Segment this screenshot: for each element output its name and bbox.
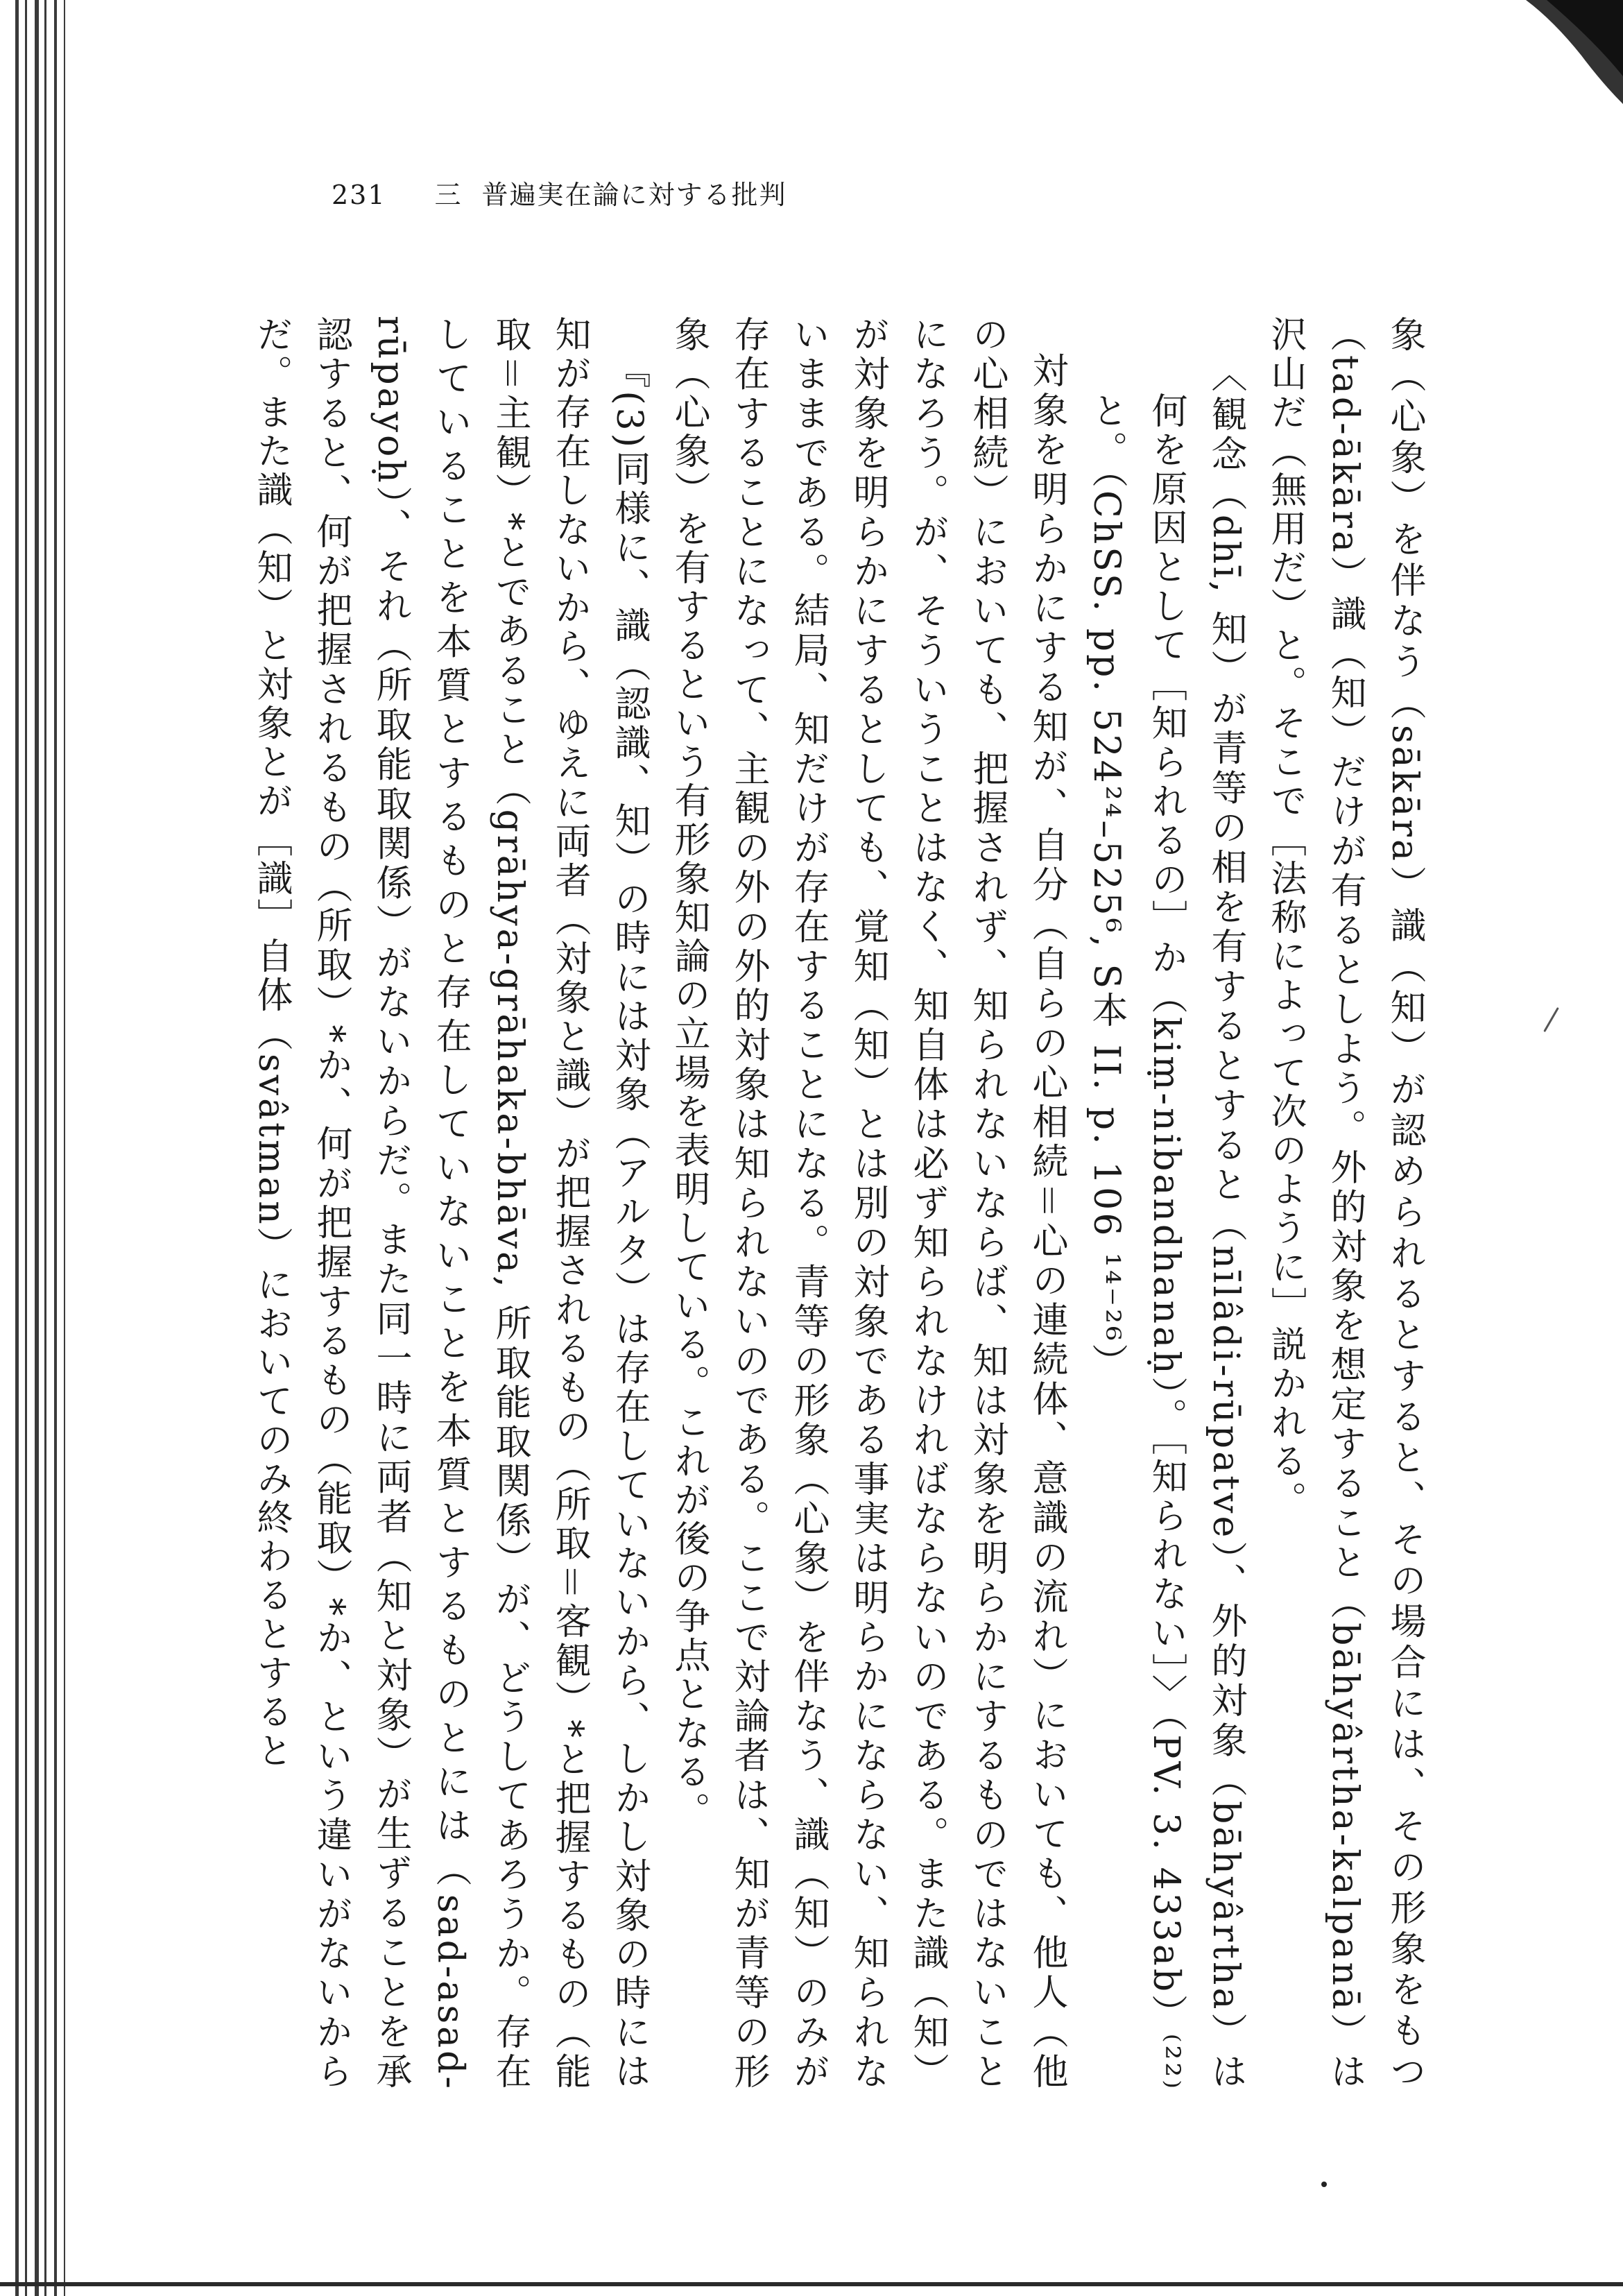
- paragraph-quotation: 『(3)同様に、識（認識、知）の時には対象（アルタ）は存在していないから、しかし対象の時には知が存在しないから、ゆえに両者（対象と識）が把握されるもの（所取＝客観）*と把握するもの（能取＝主観）*とであること（grāhya-grāhaka-bhāva, 所取能取関係）が、どうしてあろうか。存在していることを本質とするものと存在していないことを本質とするものとには（sad-asad-rūpayoḥ）、それ（所取能取関係）がないからだ。また同一時に両者（知と対象）が生ずることを承認すると、何が把握されるもの（所取）*か、何が把握するもの（能取）*か、という違いがないからだ。また識（知）と対象とが［識］自体（svâtman）においてのみ終わるとすると: [250, 316, 650, 2092]
- body-text: [250, 316, 1434, 2092]
- section-title: 普遍実在論に対する批判: [481, 180, 787, 210]
- section-number: 三: [434, 180, 463, 210]
- running-header: [332, 173, 787, 212]
- scan-bottom-edge: [0, 2282, 1623, 2286]
- scan-speck: [1543, 1007, 1559, 1032]
- page-number: 231: [332, 180, 386, 210]
- scan-speck: [1321, 2182, 1327, 2187]
- paragraph-continuation: 象（心象）を伴なう（sākāra）識（知）が認められるとすると、その場合には、その形象をもつ（tad-ākāra）識（知）だけが有るとしよう。外的対象を想定すること（bāhyârtha-kalpanā）は沢山だ（無用だ）と。そこで［法称によって次のように］説かれる。: [1264, 316, 1425, 2091]
- scan-corner-shadow: [1484, 0, 1623, 111]
- verse-quotation: 〈観念（dhī, 知）が青等の相を有するとすると（nīlâdi-rūpatve）、外的対象（bāhyârtha）は何を原因として［知られるの］か（kiṃ-nibandhanaḥ）。［知られない］〉（PV. 3. 433ab）⁽²²⁾と。（ChSS. pp. 524²⁴–525⁶, S本 II. p. 106 ¹⁴⁻²⁶）: [1085, 356, 1246, 2092]
- paragraph-commentary: 対象を明らかにする知が、自分（自らの心相続＝心の連続体、意識の流れ）においても、他人（他の心相続）においても、把握されず、知られないならば、知は対象を明らかにするものではないことになろう。が、そういうことはなく、知自体は必ず知られなければならないのである。また識（知）が対象を明らかにするとしても、覚知（知）とは別の対象である事実は明らかにならない、知られないままである。結局、知だけが存在することになる。青等の形象（心象）を伴なう、識（知）のみが存在することになって、主観の外の外的対象は知られないのである。ここで対論者は、知が青等の形象（心象）を有するという有形象知論の立場を表明している。これが後の争点となる。: [668, 316, 1067, 2091]
- binding-edge: [0, 0, 104, 2296]
